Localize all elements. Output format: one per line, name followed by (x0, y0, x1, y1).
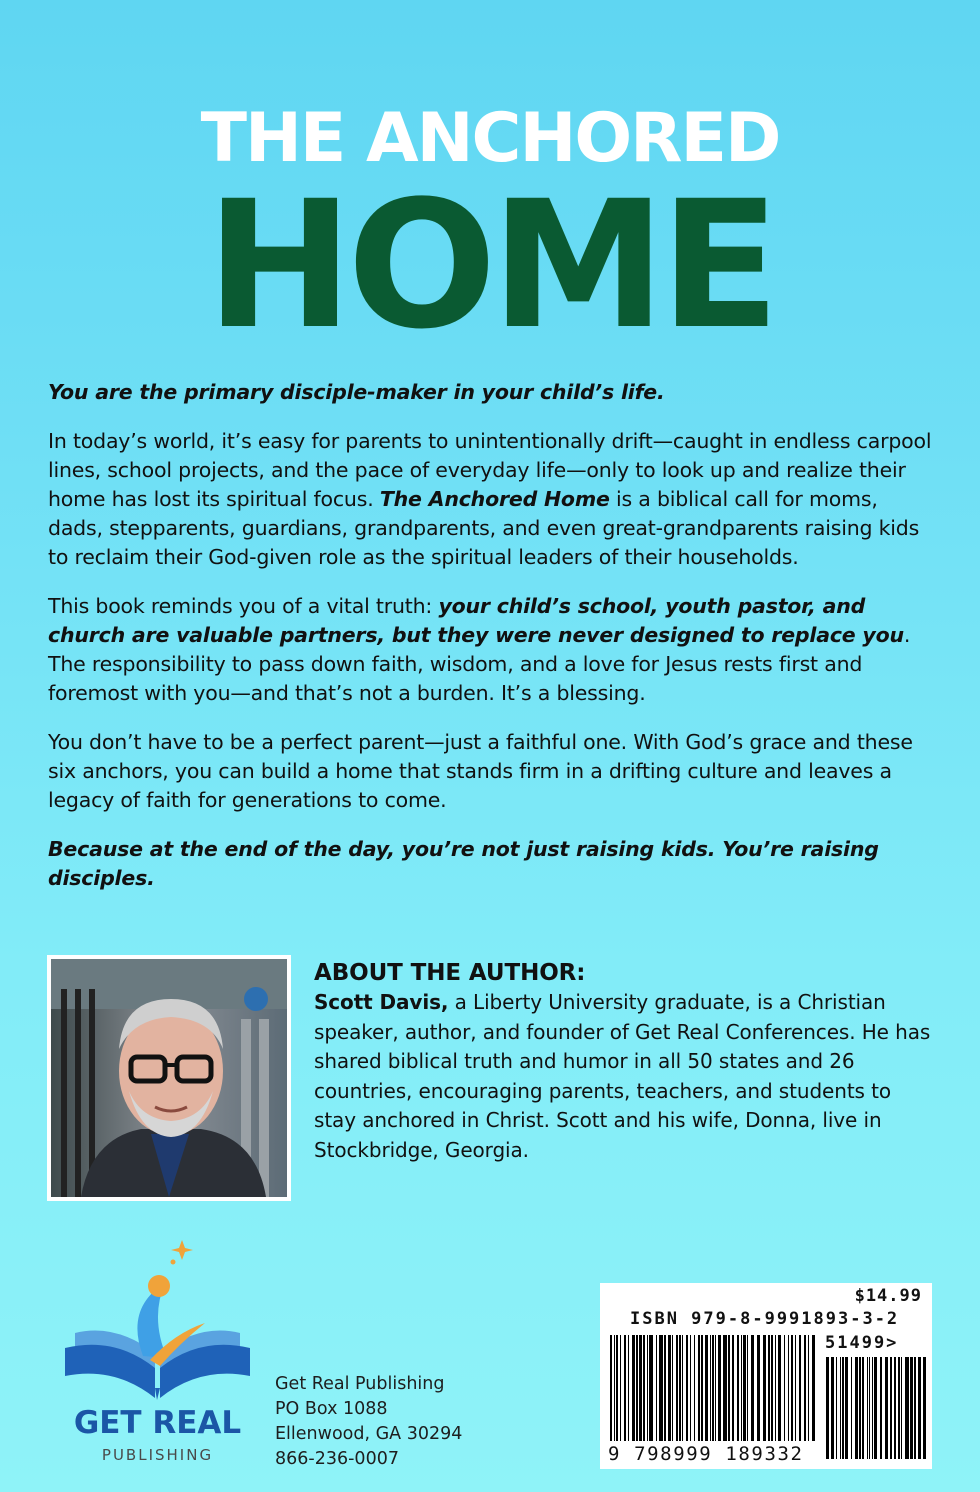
barcode-bar (712, 1335, 714, 1441)
author-bio-text: a Liberty University graduate, is a Christian speaker, author, and founder of Get Real Conferences. He has shared biblical truth and humor in all 50 states and 26 countries, encouraging parents, teachers, and students to stay anchored in Christ. Scott and his wife, Donna, live in Stockbridge, Georgia. (314, 990, 931, 1162)
barcode-bar (804, 1335, 806, 1441)
barcode-bar (862, 1357, 864, 1459)
barcode-bar (620, 1335, 621, 1441)
blurb-p1-text-a: In today’s world, it’s easy for parents to unintentionally drift—caught in endless carpool lines, school projects, and the pace of everyday life—only to look up and realize their home has lost its spiritual focus. (48, 429, 932, 511)
barcode-bar (867, 1357, 868, 1459)
barcode-bar (628, 1335, 629, 1441)
barcode-bar (610, 1335, 612, 1441)
barcode-bar (771, 1335, 773, 1441)
barcode-bar (757, 1335, 760, 1441)
barcode-bar (845, 1357, 848, 1459)
author-photo (47, 955, 291, 1201)
author-name: Scott Davis, (314, 990, 449, 1014)
barcode-bar (715, 1335, 716, 1441)
barcode-bar (872, 1357, 873, 1459)
barcode-bar (914, 1357, 916, 1459)
barcode-bar (784, 1335, 785, 1441)
barcode-bar (643, 1335, 645, 1441)
barcode-bar (826, 1357, 829, 1459)
barcode-bar (812, 1335, 815, 1441)
blurb-p2-emphasis: your child’s school, youth pastor, and church are valuable partners, but they were never designed to replace you (48, 594, 904, 647)
barcode-bar (890, 1357, 892, 1459)
barcode-bar (775, 1335, 776, 1441)
barcode-bar (894, 1357, 896, 1459)
barcode-bar (869, 1357, 870, 1459)
barcode-bar (751, 1335, 754, 1441)
address-line: PO Box 1088 (275, 1399, 388, 1419)
blurb-p1-text-b: is a biblical call for moms, dads, stepparents, guardians, grandparents, and even great-grandparents raising kids to reclaim their God-given role as the spiritual leaders of their households. (48, 487, 920, 569)
blurb-paragraph-1 (48, 427, 938, 572)
barcode-bar (649, 1335, 653, 1441)
price-label: $14.99 (854, 1286, 922, 1306)
barcode-bar (795, 1335, 796, 1441)
barcode-bar (668, 1335, 671, 1441)
barcode-bar (874, 1357, 877, 1459)
about-author (314, 958, 938, 1165)
barcode-bar (808, 1335, 809, 1441)
barcode-bar (664, 1335, 666, 1441)
ean-digits: 9 798999 189332 (608, 1443, 804, 1465)
about-author-heading: ABOUT THE AUTHOR: (314, 960, 586, 986)
barcode-bar (710, 1335, 711, 1441)
blurb-p1-book-title: The Anchored Home (379, 487, 610, 511)
publisher-logo-subtitle: PUBLISHING (101, 1446, 214, 1464)
barcode-bar (639, 1335, 642, 1441)
barcode-bar (616, 1335, 618, 1441)
blurb-paragraph-2 (48, 592, 938, 708)
publisher-address (275, 1372, 462, 1472)
barcode-bar (880, 1357, 882, 1459)
address-line: Get Real Publishing (275, 1374, 445, 1394)
barcode-bar (682, 1335, 683, 1441)
blurb-p2-text-b: . The responsibility to pass down faith, wisdom, and a love for Jesus rests first and foremost with you—and that’s not a burden. It’s a blessing. (48, 623, 911, 705)
barcode-bar (659, 1335, 663, 1441)
barcode-bar (705, 1335, 708, 1441)
barcode-bar (898, 1357, 900, 1459)
publisher-logo-name: GET REAL (73, 1405, 242, 1441)
barcode-bar (763, 1335, 766, 1441)
barcode-bar (768, 1335, 770, 1441)
barcode-bar (778, 1335, 781, 1441)
blurb-tagline: You are the primary disciple-maker in your child’s life. (48, 380, 665, 404)
barcode-bars (600, 1283, 932, 1469)
barcode-bar (851, 1357, 852, 1459)
barcode-bar (614, 1335, 615, 1441)
barcode-bar (741, 1335, 742, 1441)
barcode-bar (656, 1335, 657, 1441)
barcode-bar (636, 1335, 638, 1441)
barcode-bar (910, 1357, 913, 1459)
blurb-closing: Because at the end of the day, you’re not just raising kids. You’re raising disciples. (48, 837, 879, 890)
barcode-bar (923, 1357, 926, 1459)
barcode-bar (624, 1335, 626, 1441)
author-bio (314, 988, 938, 1165)
blurb-p2-text-a: This book reminds you of a vital truth: (48, 594, 439, 618)
barcode-bar (676, 1335, 678, 1441)
barcode-bar (686, 1335, 688, 1441)
barcode-bar (747, 1335, 748, 1441)
barcode-bar (831, 1357, 834, 1459)
barcode-bar (728, 1335, 730, 1441)
barcode-bar (743, 1335, 746, 1441)
addon-number: 51499> (825, 1333, 899, 1353)
barcode-bar (694, 1335, 695, 1441)
barcode-bar (836, 1357, 837, 1459)
title-line-1: THE ANCHORED (200, 99, 780, 178)
barcode-bar (840, 1357, 841, 1459)
barcode-bar (698, 1335, 700, 1441)
isbn-barcode (600, 1283, 932, 1469)
barcode-bar (918, 1357, 921, 1459)
address-line: 866-236-0007 (275, 1449, 399, 1469)
barcode-bar (788, 1335, 789, 1441)
barcode-bar (885, 1357, 888, 1459)
barcode-bar (672, 1335, 673, 1441)
barcode-bar (799, 1335, 801, 1441)
barcode-bar (690, 1335, 691, 1441)
barcode-bar (737, 1335, 739, 1441)
blurb-paragraph-3: You don’t have to be a perfect parent—just a faithful one. With God’s grace and these six anchors, you can build a home that stands firm in a drifting culture and leaves a legacy of faith for generations to come. (48, 730, 913, 812)
barcode-bar (732, 1335, 734, 1441)
address-line: Ellenwood, GA 30294 (275, 1424, 463, 1444)
barcode-bar (723, 1335, 727, 1441)
barcode-bar (859, 1357, 861, 1459)
barcode-bar (679, 1335, 681, 1441)
barcode-bar (842, 1357, 844, 1459)
barcode-bar (632, 1335, 635, 1441)
title-line-2: HOME (205, 163, 775, 368)
barcode-bar (905, 1357, 909, 1459)
barcode-bar (701, 1335, 703, 1441)
blurb (48, 378, 938, 913)
barcode-bar (791, 1335, 793, 1441)
barcode-bar (718, 1335, 721, 1441)
barcode-bar (647, 1335, 648, 1441)
barcode-bar (901, 1357, 902, 1459)
isbn-label: ISBN 979-8-9991893-3-2 (630, 1309, 900, 1329)
barcode-bar (855, 1357, 858, 1459)
